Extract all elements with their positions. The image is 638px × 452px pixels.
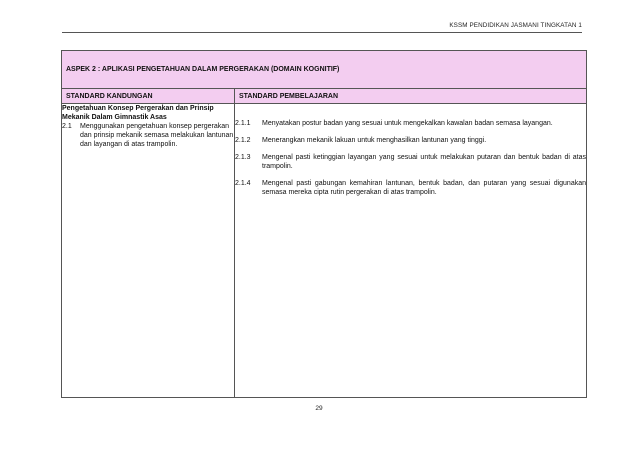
- pembelajaran-item-text: Menyatakan postur badan yang sesuai untuk mengekalkan kawalan badan semasa layangan.: [262, 120, 553, 127]
- column-header-pembelajaran: STANDARD PEMBELAJARAN: [235, 89, 587, 104]
- pembelajaran-item-number: 2.1.2: [235, 137, 251, 144]
- pembelajaran-item: [235, 136, 586, 145]
- pembelajaran-item-text: Menerangkan mekanik lakuan untuk menghasilkan lantunan yang tinggi.: [262, 137, 487, 144]
- pembelajaran-cell: [235, 104, 587, 398]
- running-header: KSSM PENDIDIKAN JASMANI TINGKATAN 1: [449, 22, 582, 29]
- aspect-title: ASPEK 2 : APLIKASI PENGETAHUAN DALAM PERGERAKAN (DOMAIN KOGNITIF): [62, 51, 587, 89]
- kandungan-title: Pengetahuan Konsep Pergerakan dan Prinsip Mekanik Dalam Gimnastik Asas: [62, 105, 214, 121]
- column-header-kandungan: STANDARD KANDUNGAN: [62, 89, 235, 104]
- kandungan-item: [62, 122, 234, 149]
- content-row: [62, 104, 587, 398]
- pembelajaran-item: [235, 179, 586, 197]
- aspect-row: [62, 51, 587, 89]
- column-header-row: [62, 89, 587, 104]
- pembelajaran-item: [235, 153, 586, 171]
- kandungan-item-text: Menggunakan pengetahuan konsep pergerakan dan prinsip mekanik semasa melakukan lantunan dan layangan di atas trampolin.: [80, 123, 234, 148]
- pembelajaran-item-number: 2.1.1: [235, 120, 251, 127]
- kandungan-item-number: 2.1: [62, 123, 72, 130]
- pembelajaran-item-text: Mengenal pasti ketinggian layangan yang sesuai untuk melakukan putaran dan bentuk badan di atas trampolin.: [262, 154, 586, 170]
- kandungan-cell: [62, 104, 235, 398]
- pembelajaran-item-text: Mengenal pasti gabungan kemahiran lantunan, bentuk badan, dan putaran yang sesuai digunakan semasa mereka cipta rutin pergerakan di atas trampolin.: [262, 180, 586, 196]
- standards-table: [61, 50, 587, 398]
- pembelajaran-item-number: 2.1.3: [235, 154, 251, 161]
- pembelajaran-item: [235, 119, 586, 128]
- header-rule: [62, 32, 582, 33]
- page-number: 29: [315, 405, 323, 412]
- pembelajaran-item-number: 2.1.4: [235, 180, 251, 187]
